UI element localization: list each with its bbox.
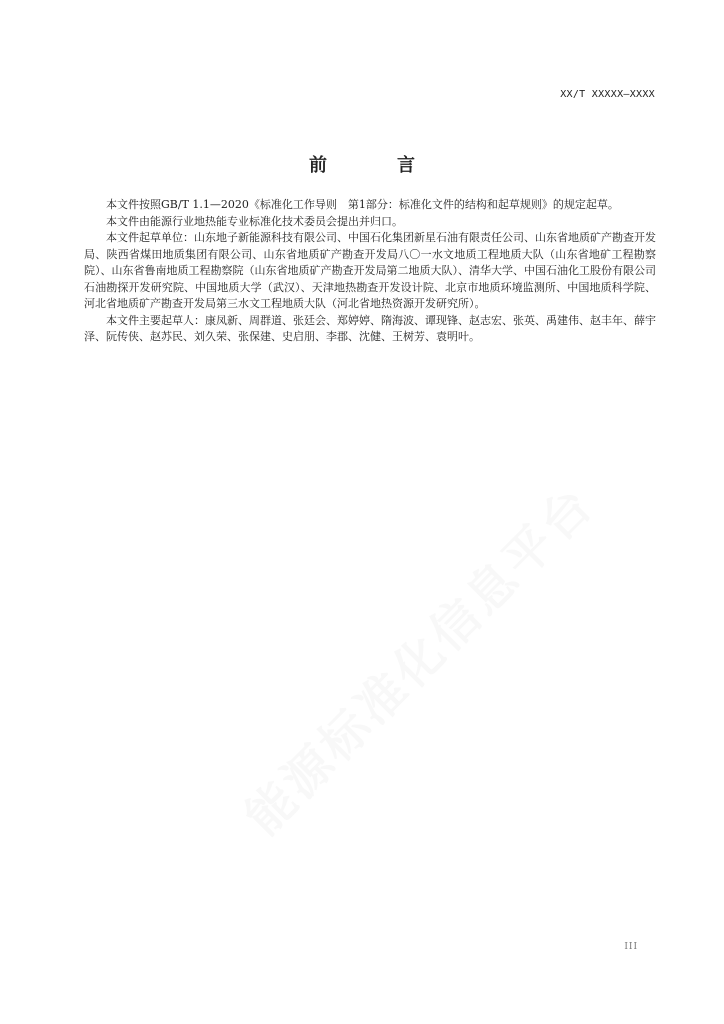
paragraph-drafting-units: 本文件起草单位：山东地子新能源科技有限公司、中国石化集团新星石油有限责任公司、山东省地质矿产勘查开发局、陕西省煤田地质集团有限公司、山东省地质矿产勘查开发局八〇一水文地质工程地质大队（山东省地矿工程勘察院）、山东省鲁南地质工程勘察院（山东省地质矿产勘查开发局第二地质大队）、清华大学、中国石油化工股份有限公司石油勘探开发研究院、中国地质大学（武汉）、天津地热勘查开发设计院、北京市地质环境监测所、中国地质科学院、河北省地质矿产勘查开发局第三水文工程地质大队（河北省地热资源开发研究所）。 (84, 231, 656, 310)
watermark: 能源标准化信息平台 (234, 475, 606, 846)
paragraph-proposer: 本文件由能源行业地热能专业标准化技术委员会提出并归口。 (106, 214, 403, 228)
paragraph-drafting-rules: 本文件按照GB/T 1.1—2020《标准化工作导则 第1部分：标准化文件的结构和起草规则》的规定起草。 (106, 198, 619, 211)
paragraph-drafters: 本文件主要起草人：康凤新、周群道、张廷会、郑婷婷、隋海波、谭现锋、赵志宏、张英、禹建伟、赵丰年、薛宇泽、阮传侠、赵苏民、刘久荣、张保建、史启朋、李郡、沈健、王树芳、袁明叶。 (84, 313, 656, 343)
page-number: III (624, 942, 638, 952)
foreword-body (84, 197, 656, 346)
header-divider (83, 106, 656, 107)
document-code: XX/T XXXXX—XXXX (560, 89, 655, 100)
page-title: 前 言 (309, 155, 441, 176)
